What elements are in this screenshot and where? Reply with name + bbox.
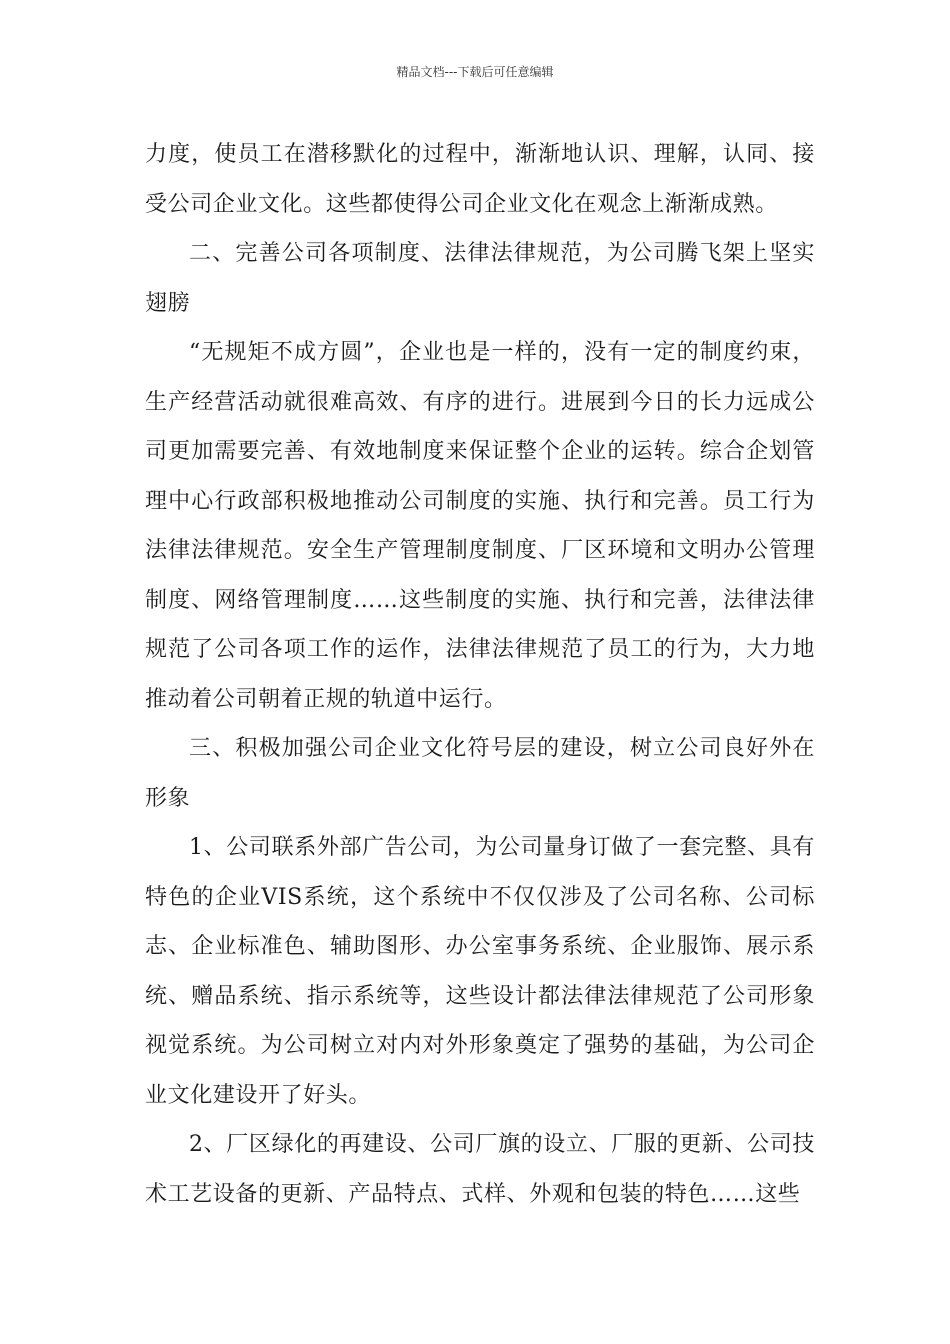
section-heading-three: 三、积极加强公司企业文化符号层的建设，树立公司良好外在形象 bbox=[145, 736, 815, 811]
paragraph-factory-greening: 2、厂区绿化的再建设、公司厂旗的设立、厂服的更新、公司技术工艺设备的更新、产品特点、式样、外观和包装的特色……这些 bbox=[145, 1132, 815, 1207]
paragraph-intro-continued: 力度，使员工在潜移默化的过程中，渐渐地认识、理解，认同、接受公司企业文化。这些都使得公司企业文化在观念上渐渐成熟。 bbox=[145, 142, 815, 217]
page-header: 精品文档---下载后可任意编辑 bbox=[396, 65, 554, 79]
document-body bbox=[145, 130, 815, 1219]
paragraph-rules: “无规矩不成方圆”，企业也是一样的，没有一定的制度约束，生产经营活动就很难高效、有序的进行。进展到今日的长力远成公司更加需要完善、有效地制度来保证整个企业的运转。综合企划管理中心行政部积极地推动公司制度的实施、执行和完善。员工行为法律法律规范。安全生产管理制度制度、厂区环境和文明办公管理制度、网络管理制度……这些制度的实施、执行和完善，法律法律规范了公司各项工作的运作，法律法律规范了员工的行为，大力地推动着公司朝着正规的轨道中运行。 bbox=[145, 340, 815, 712]
section-heading-two: 二、完善公司各项制度、法律法律规范，为公司腾飞架上坚实翅膀 bbox=[145, 241, 815, 316]
paragraph-vis-system: 1、公司联系外部广告公司，为公司量身订做了一套完整、具有特色的企业VIS系统，这个系统中不仅仅涉及了公司名称、公司标志、企业标准色、辅助图形、办公室事务系统、企业服饰、展示系统、赠品系统、指示系统等，这些设计都法律法律规范了公司形象视觉系统。为公司树立对内对外形象奠定了强势的基础，为公司企业文化建设开了好头。 bbox=[145, 835, 815, 1108]
